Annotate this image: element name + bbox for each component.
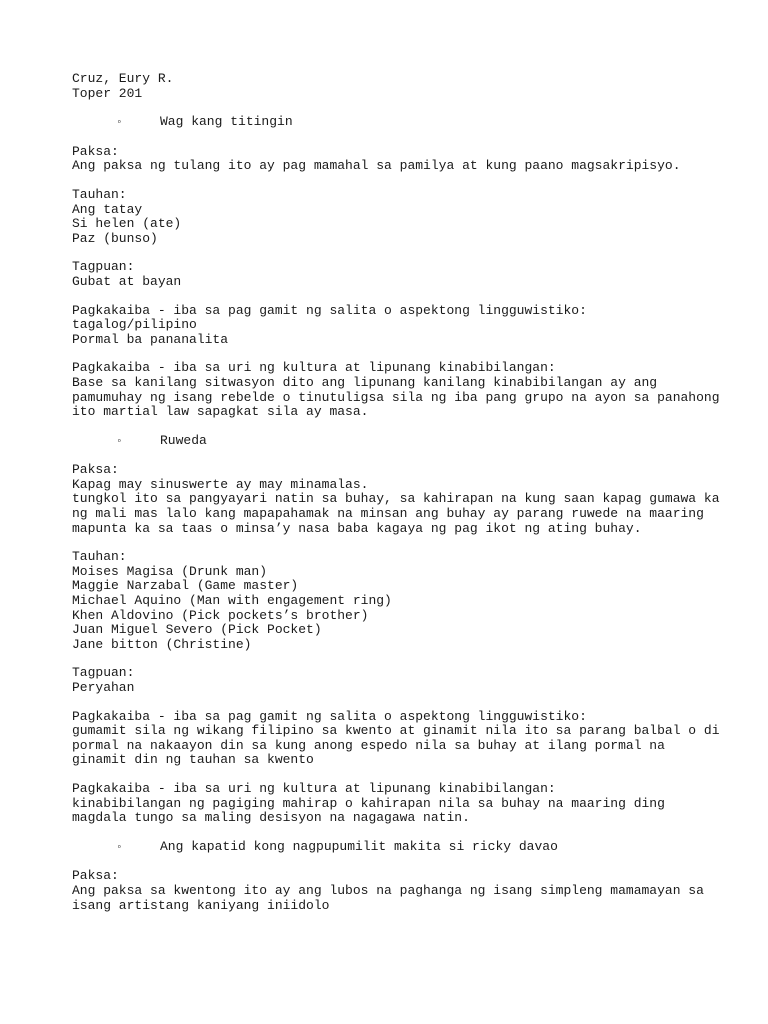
spacer	[72, 347, 712, 361]
document-page	[72, 71, 720, 913]
tauhan-item: Moises Magisa (Drunk man)	[72, 563, 268, 579]
paksa-label: Paksa:	[72, 462, 119, 478]
tagpuan-label: Tagpuan:	[72, 259, 135, 275]
spacer	[72, 449, 712, 463]
spacer	[72, 696, 712, 710]
paksa-line: mapunta ka sa taas o minsa’y nasa baba kagaya ng pag ikot ng ating buhay.	[72, 520, 642, 536]
bullet-icon: ◦	[116, 435, 123, 448]
story-title: Wag kang titingin	[160, 114, 293, 130]
kultura-label: Pagkakaiba - iba sa uri ng kultura at lipunang kinabibilangan:	[72, 360, 556, 376]
story-title-row	[72, 840, 712, 856]
tauhan-label: Tauhan:	[72, 549, 127, 565]
story-title: Ruweda	[160, 432, 207, 448]
tauhan-label: Tauhan:	[72, 186, 127, 202]
tauhan-item: Jane bitton (Christine)	[72, 636, 252, 652]
spacer	[72, 855, 712, 869]
tagpuan-label: Tagpuan:	[72, 665, 135, 681]
spacer	[72, 652, 712, 666]
kultura-line: ito martial law sapagkat sila ay masa.	[72, 404, 369, 420]
paksa-line: isang artistang kaniyang iniidolo	[72, 897, 330, 913]
story-2	[72, 432, 720, 840]
story-title-row	[72, 115, 712, 131]
spacer	[72, 536, 712, 550]
kultura-line: magdala tungo sa maling desisyon na nagagawa natin.	[72, 810, 470, 826]
story-title: Ang kapatid kong nagpupumilit makita si ricky davao	[160, 838, 558, 854]
spacer	[72, 826, 712, 840]
bullet-icon: ◦	[116, 841, 123, 854]
paksa-line: tungkol ito sa pangyayari natin sa buhay, sa kahirapan na kung saan kapag gumawa ka	[72, 491, 720, 507]
paksa-line: Kapag may sinuswerte ay may minamalas.	[72, 476, 369, 492]
tagpuan-line: Peryahan	[72, 680, 135, 695]
spacer	[72, 101, 712, 115]
wika-line: gumamit sila ng wikang filipino sa kwento at ginamit nila ito sa parang balbal o di	[72, 723, 720, 739]
wika-line: Pormal ba pananalita	[72, 331, 229, 347]
tauhan-item: Ang tatay	[72, 201, 143, 217]
wika-line: tagalog/pilipino	[72, 317, 197, 333]
tauhan-item: Michael Aquino (Man with engagement ring)	[72, 593, 392, 609]
spacer	[72, 290, 712, 304]
tagpuan-line: Gubat at bayan	[72, 273, 182, 289]
tauhan-item: Juan Miguel Severo (Pick Pocket)	[72, 622, 322, 638]
bullet-icon: ◦	[116, 117, 123, 130]
spacer	[72, 174, 712, 188]
wika-label: Pagkakaiba - iba sa pag gamit ng salita o aspektong lingguwistiko:	[72, 708, 587, 724]
paksa-line: ng mali mas lalo kang mapapahamak na minsan ang buhay ay parang ruwede na maaring	[72, 506, 704, 522]
kultura-line: kinabibilangan ng pagiging mahirap o kahirapan nila sa buhay na maaring ding	[72, 795, 665, 811]
paksa-line: Ang paksa sa kwentong ito ay ang lubos na paghanga ng isang simpleng mamamayan sa	[72, 882, 704, 898]
kultura-line: Base sa kanilang sitwasyon dito ang lipunang kanilang kinabibilangan ay ang	[72, 374, 658, 390]
spacer	[72, 246, 712, 260]
author-name: Cruz, Eury R.	[72, 71, 174, 86]
story-1	[72, 114, 720, 434]
spacer	[72, 420, 712, 434]
tauhan-item: Si helen (ate)	[72, 216, 182, 232]
kultura-line: pamumuhay ng isang rebelde o tinutuligsa sila ng iba pang grupo na ayon sa panahong	[72, 389, 720, 405]
paksa-label: Paksa:	[72, 868, 119, 884]
paksa-label: Paksa:	[72, 143, 119, 159]
paksa-line: Ang paksa ng tulang ito ay pag mamahal sa pamilya at kung paano magsakripisyo.	[72, 158, 681, 174]
class-section: Toper 201	[72, 85, 143, 101]
tauhan-item: Paz (bunso)	[72, 230, 158, 246]
spacer	[72, 131, 712, 145]
tauhan-item: Maggie Narzabal (Game master)	[72, 578, 299, 594]
tauhan-item: Khen Aldovino (Pick pockets’s brother)	[72, 607, 369, 623]
kultura-label: Pagkakaiba - iba sa uri ng kultura at lipunang kinabibilangan:	[72, 780, 556, 796]
wika-label: Pagkakaiba - iba sa pag gamit ng salita o aspektong lingguwistiko:	[72, 302, 587, 318]
story-title-row	[72, 434, 712, 450]
wika-line: pormal na nakaayon din sa kung anong espedo nila sa buhay at ilang pormal na	[72, 737, 665, 753]
wika-line: ginamit din ng tauhan sa kwento	[72, 752, 314, 768]
spacer	[72, 768, 712, 782]
story-3	[72, 840, 712, 913]
